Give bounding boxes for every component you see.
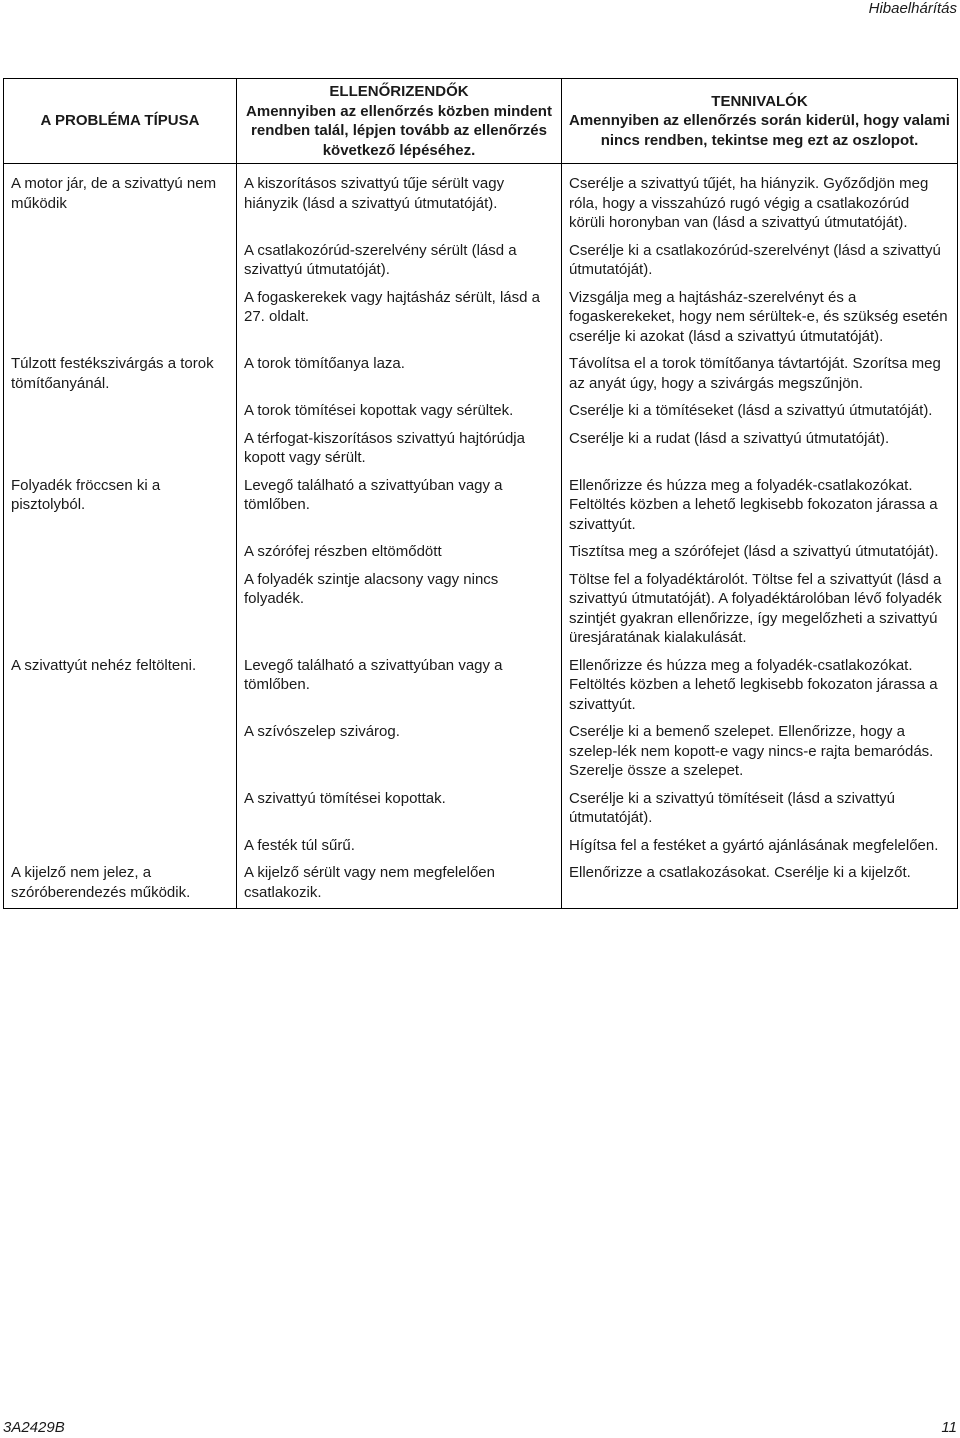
check-cell-text: A kiszorításos szivattyú tűje sérült vagy hiányzik (lásd a szivattyú útmutatóját). [244, 175, 505, 212]
table-body [4, 164, 958, 909]
column-header-problem [4, 79, 237, 164]
check-cell [237, 542, 562, 570]
action-cell [562, 288, 958, 355]
problem-cell [4, 354, 237, 401]
problem-cell-text: Túlzott festékszivárgás a torok tömítőanyánál. [11, 355, 214, 392]
table-row [4, 429, 958, 476]
problem-cell [4, 164, 237, 241]
check-cell [237, 656, 562, 723]
problem-cell [4, 241, 237, 288]
action-cell [562, 542, 958, 570]
action-cell-text: Hígítsa fel a festéket a gyártó ajánlásának megfelelően. [569, 836, 939, 854]
column-header-check [237, 79, 562, 164]
table-row [4, 354, 958, 401]
table-row [4, 401, 958, 429]
problem-cell [4, 429, 237, 476]
problem-cell-text: A szivattyút nehéz feltölteni. [11, 656, 197, 674]
check-cell-text: A torok tömítőanya laza. [244, 355, 405, 372]
action-cell-text: Cserélje ki a bemenő szelepet. Ellenőrizze, hogy a szelep-lék nem kopott-e vagy nincs-e rajta bemaródás. Szerelje össze a szelepet. [569, 723, 934, 779]
check-cell-text: A torok tömítései kopottak vagy sérültek. [244, 402, 514, 419]
check-cell [237, 429, 562, 476]
action-cell-text: Ellenőrizze és húzza meg a folyadék-csatlakozókat. Feltöltés közben a lehető legkisebb fokozaton járassa a szivattyút. [569, 656, 938, 713]
check-cell-text: A festék túl sűrű. [244, 836, 355, 854]
problem-cell [4, 542, 237, 570]
table-row [4, 570, 958, 656]
action-cell-text: Távolítsa el a torok tömítőanya távtartóját. Szorítsa meg az anyát úgy, hogy a szivárgás megszűnjön. [569, 355, 941, 392]
problem-cell-text: A motor jár, de a szivattyú nem működik [11, 175, 217, 212]
table-row [4, 288, 958, 355]
problem-cell [4, 722, 237, 789]
check-cell-text: A szívószelep szivárog. [244, 723, 400, 740]
action-cell-text: Cserélje ki a szivattyú tömítéseit (lásd a szivattyú útmutatóját). [569, 789, 895, 826]
problem-cell-text: Folyadék fröccsen ki a pisztolyból. [11, 476, 161, 513]
problem-cell [4, 401, 237, 429]
action-cell [562, 354, 958, 401]
check-cell-text: A folyadék szintje alacsony vagy nincs folyadék. [244, 570, 499, 607]
problem-cell [4, 288, 237, 355]
table-row [4, 722, 958, 789]
check-cell [237, 863, 562, 909]
action-cell [562, 836, 958, 864]
check-cell [237, 789, 562, 836]
action-cell [562, 401, 958, 429]
action-cell-text: Ellenőrizze és húzza meg a folyadék-csatlakozókat. Feltöltés közben a lehető legkisebb fokozaton járassa a szivattyút. [569, 476, 938, 533]
action-cell-text: Cserélje ki a tömítéseket (lásd a szivattyú útmutatóját). [569, 402, 933, 419]
check-cell-text: A szórófej részben eltömődött [244, 543, 442, 560]
action-cell-text: Tisztítsa meg a szórófejet (lásd a szivattyú útmutatóját). [569, 543, 939, 560]
check-cell [237, 722, 562, 789]
table-header-row [4, 79, 958, 164]
table-row [4, 656, 958, 723]
table-row [4, 836, 958, 864]
document-id: 3A2429B [3, 1419, 65, 1436]
action-cell-text: Cserélje ki a rudat (lásd a szivattyú útmutatóját). [569, 429, 890, 447]
check-cell-text: Levegő található a szivattyúban vagy a tömlőben. [244, 476, 503, 513]
problem-cell-text: A kijelző nem jelez, a szóróberendezés működik. [11, 864, 191, 901]
table-row [4, 241, 958, 288]
column-title: TENNIVALÓK [711, 92, 808, 110]
problem-cell [4, 570, 237, 656]
action-cell [562, 789, 958, 836]
check-cell-text: A csatlakozórúd-szerelvény sérült (lásd a szivattyú útmutatóját). [244, 241, 517, 278]
action-cell [562, 722, 958, 789]
problem-cell [4, 656, 237, 723]
table-row [4, 789, 958, 836]
action-cell-text: Cserélje a szivattyú tűjét, ha hiányzik. Győződjön meg róla, hogy a visszahúzó rugó végig a csatlakozórúd körüli horonyban van (lásd a szivattyú útmutatóját). [569, 175, 929, 231]
action-cell [562, 570, 958, 656]
check-cell [237, 164, 562, 241]
check-cell [237, 836, 562, 864]
check-cell [237, 476, 562, 543]
problem-cell [4, 836, 237, 864]
action-cell [562, 429, 958, 476]
action-cell-text: Vizsgálja meg a hajtásház-szerelvényt és a fogaskerekeket, hogy nem sérültek-e, és szükség esetén cserélje ki azokat (lásd a szivattyú útmutatóját). [569, 288, 948, 345]
problem-cell [4, 476, 237, 543]
action-cell [562, 476, 958, 543]
table-row [4, 542, 958, 570]
check-cell [237, 570, 562, 656]
check-cell [237, 354, 562, 401]
column-header-action [562, 79, 958, 164]
section-title: Hibaelhárítás [868, 0, 957, 17]
column-note: Amennyiben az ellenőrzés során kiderül, hogy valami nincs rendben, tekintse meg ezt az oszlopot. [569, 112, 950, 149]
action-cell-text: Töltse fel a folyadéktárolót. Töltse fel a szivattyút (lásd a szivattyú útmutatóját). A folyadéktárolóban lévő folyadék szintjét gyakran ellenőrizze, így megelőzheti a szivattyú üresjáratának kialakulását. [569, 570, 942, 646]
action-cell [562, 656, 958, 723]
page-number: 11 [941, 1419, 957, 1436]
column-note: Amennyiben az ellenőrzés közben mindent rendben talál, lépjen tovább az ellenőrzés következő lépéséhez. [246, 102, 552, 159]
problem-cell [4, 863, 237, 909]
troubleshooting-table [3, 78, 958, 909]
column-title: ELLENŐRIZENDŐK [329, 83, 469, 100]
table-row [4, 164, 958, 241]
check-cell-text: Levegő található a szivattyúban vagy a tömlőben. [244, 656, 503, 693]
action-cell-text: Cserélje ki a csatlakozórúd-szerelvényt (lásd a szivattyú útmutatóját). [569, 241, 941, 278]
table-row [4, 476, 958, 543]
action-cell [562, 164, 958, 241]
check-cell [237, 288, 562, 355]
action-cell-text: Ellenőrizze a csatlakozásokat. Cserélje ki a kijelzőt. [569, 864, 911, 881]
check-cell-text: A fogaskerekek vagy hajtásház sérült, lásd a 27. oldalt. [244, 288, 541, 325]
check-cell-text: A térfogat-kiszorításos szivattyú hajtórúdja kopott vagy sérült. [244, 429, 525, 466]
problem-cell [4, 789, 237, 836]
column-title: A PROBLÉMA TÍPUSA [40, 112, 200, 130]
action-cell [562, 241, 958, 288]
check-cell [237, 401, 562, 429]
check-cell-text: A kijelző sérült vagy nem megfelelően csatlakozik. [244, 864, 495, 901]
check-cell-text: A szivattyú tömítései kopottak. [244, 789, 446, 807]
check-cell [237, 241, 562, 288]
table-row [4, 863, 958, 909]
action-cell [562, 863, 958, 909]
